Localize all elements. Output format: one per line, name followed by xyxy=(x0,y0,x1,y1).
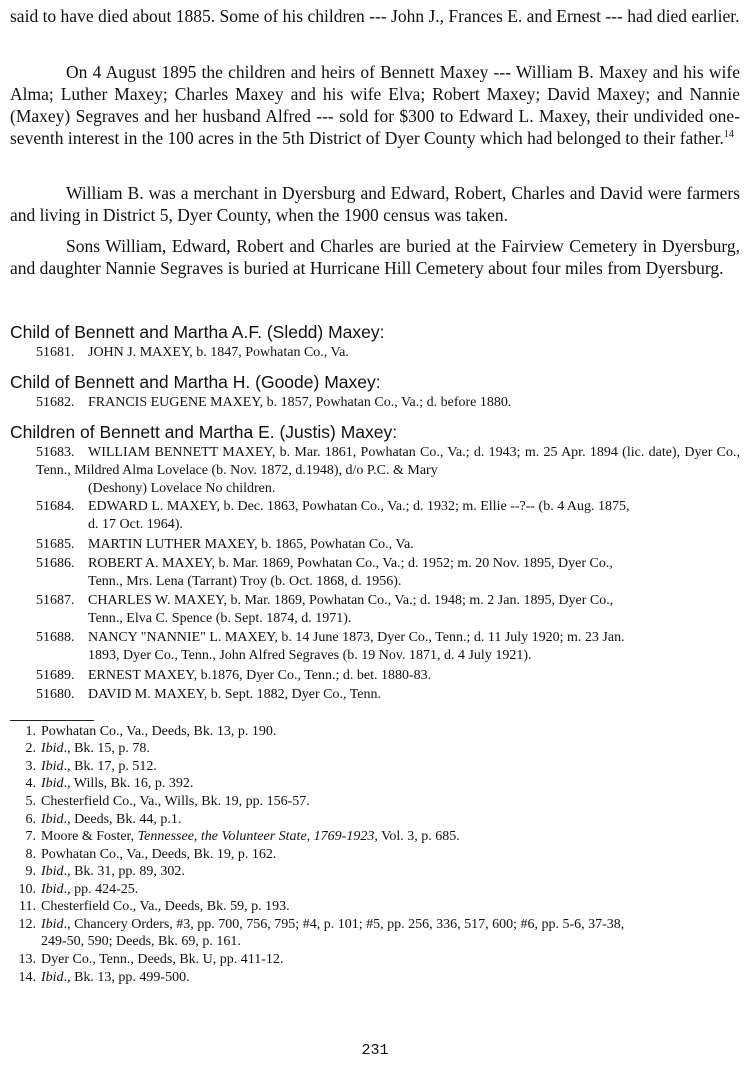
entry-number: 51684. xyxy=(36,499,75,514)
footnote: 12. Ibid., Chancery Orders, #3, pp. 700, 756, 795; #4, p. 101; #5, pp. 256, 336, 517, 600; #6, pp. 5-6, 37-38, 249-50, 590; Deeds, Bk. 69, p. 161. xyxy=(18,917,625,949)
entry-number: 51689. xyxy=(36,668,75,683)
footnote: 13. Dyer Co., Tenn., Deeds, Bk. U, pp. 411-12. xyxy=(18,952,284,967)
footnote: 3. Ibid., Bk. 17, p. 512. xyxy=(25,759,157,774)
genealogy-entry: 51680. DAVID M. MAXEY, b. Sept. 1882, Dyer Co., Tenn. xyxy=(36,687,382,702)
footnote: 5. Chesterfield Co., Va., Wills, Bk. 19, pp. 156-57. xyxy=(25,794,310,809)
child-group-heading: Child of Bennett and Martha A.F. (Sledd) Maxey: xyxy=(10,322,385,342)
entry-number: 51680. xyxy=(36,687,75,702)
footnote: 2. Ibid., Bk. 15, p. 78. xyxy=(25,741,150,756)
entry-number: 51682. xyxy=(36,395,75,410)
genealogy-entry: 51684. EDWARD L. MAXEY, b. Dec. 1863, Powhatan Co., Va.; d. 1932; m. Ellie --?-- (b. 4 Aug. 1875, d. 17 Oct. 1964). xyxy=(36,499,630,532)
footnote-ref-14: 14 xyxy=(723,129,734,141)
genealogy-entry: 51682. FRANCIS EUGENE MAXEY, b. 1857, Powhatan Co., Va.; d. before 1880. xyxy=(36,395,512,410)
footnote: 6. Ibid., Deeds, Bk. 44, p.1. xyxy=(25,812,182,827)
entry-number: 51687. xyxy=(36,593,75,608)
genealogy-entry: 51686. ROBERT A. MAXEY, b. Mar. 1869, Powhatan Co., Va.; d. 1952; m. 20 Nov. 1895, Dyer Co., Tenn., Mrs. Lena (Tarrant) Troy (b. Oct. 1868, d. 1956). xyxy=(36,556,613,589)
paragraph-2: On 4 August 1895 the children and heirs of Bennett Maxey --- William B. Maxey and his wife Alma; Luther Maxey; Charles Maxey and his wife Elva; Robert Maxey; David Maxey; and Nannie (Maxey) Segraves and her husband Alfred --- sold for $300 to Edward L. Maxey, their undivided one-seventh interest in the 100 acres in the 5th District of Dyer County which had belonged to their father.$^{14}$ xyxy=(10,62,740,148)
paragraph-3: William B. was a merchant in Dyersburg and Edward, Robert, Charles and David were farmers and living in District 5, Dyer County, when the 1900 census was taken. xyxy=(10,183,740,225)
genealogy-entry: 51687. CHARLES W. MAXEY, b. Mar. 1869, Powhatan Co., Va.; d. 1948; m. 2 Jan. 1895, Dyer Co., Tenn., Elva C. Spence (b. Sept. 1874, d. 1971). xyxy=(36,593,614,626)
genealogy-entry: 51688. NANCY "NANNIE" L. MAXEY, b. 14 June 1873, Dyer Co., Tenn.; d. 11 July 1920; m. 23 Jan. 1893, Dyer Co., Tenn., John Alfred Segraves (b. 19 Nov. 1871, d. 4 July 1921). xyxy=(36,630,625,663)
entry-number: 51681. xyxy=(36,345,75,360)
footnote-divider xyxy=(10,720,94,721)
child-group-heading: Children of Bennett and Martha E. (Justis) Maxey: xyxy=(10,422,398,442)
genealogy-entry: 51683. WILLIAM BENNETT MAXEY, b. Mar. 1861, Powhatan Co., Va.; d. 1943; m. 25 Apr. 1894 (lic. date), Dyer Co., Tenn., Mildred Alma Lovelace (b. Nov. 1872, d.1948), d/o P.C. & Mary (Deshony) Lovelace No children. xyxy=(36,445,740,496)
entry-number: 51683. xyxy=(36,445,75,460)
child-group-heading: Child of Bennett and Martha H. (Goode) Maxey: xyxy=(10,372,381,392)
paragraph-4: Sons William, Edward, Robert and Charles are buried at the Fairview Cemetery in Dyersburg, and daughter Nannie Segraves is buried at Hurricane Hill Cemetery about four miles from Dyersburg. xyxy=(10,236,740,278)
entry-number: 51685. xyxy=(36,537,75,552)
entry-number: 51686. xyxy=(36,556,75,571)
footnote: 11. Chesterfield Co., Va., Deeds, Bk. 59, p. 193. xyxy=(19,899,290,914)
genealogy-entry: 51681. JOHN J. MAXEY, b. 1847, Powhatan Co., Va. xyxy=(36,345,349,360)
genealogy-entry: 51689. ERNEST MAXEY, b.1876, Dyer Co., Tenn.; d. bet. 1880-83. xyxy=(36,668,432,683)
footnote: 10. Ibid., pp. 424-25. xyxy=(18,882,139,897)
genealogy-entry: 51685. MARTIN LUTHER MAXEY, b. 1865, Powhatan Co., Va. xyxy=(36,537,414,552)
entry-number: 51688. xyxy=(36,630,75,645)
footnote: 4. Ibid., Wills, Bk. 16, p. 392. xyxy=(25,776,194,791)
footnote: 14. Ibid., Bk. 13, pp. 499-500. xyxy=(18,970,190,985)
footnote: 7. Moore & Foster, Tennessee, the Volunteer State, 1769-1923, Vol. 3, p. 685. xyxy=(25,829,460,844)
footnote: 9. Ibid., Bk. 31, pp. 89, 302. xyxy=(25,864,185,879)
footnote: 8. Powhatan Co., Va., Deeds, Bk. 19, p. 162. xyxy=(25,847,277,862)
page-number: 231 xyxy=(361,1042,389,1059)
paragraph-1: said to have died about 1885. Some of his children --- John J., Frances E. and Ernest --- had died earlier. xyxy=(10,6,740,26)
footnote: 1. Powhatan Co., Va., Deeds, Bk. 13, p. 190. xyxy=(25,724,277,739)
